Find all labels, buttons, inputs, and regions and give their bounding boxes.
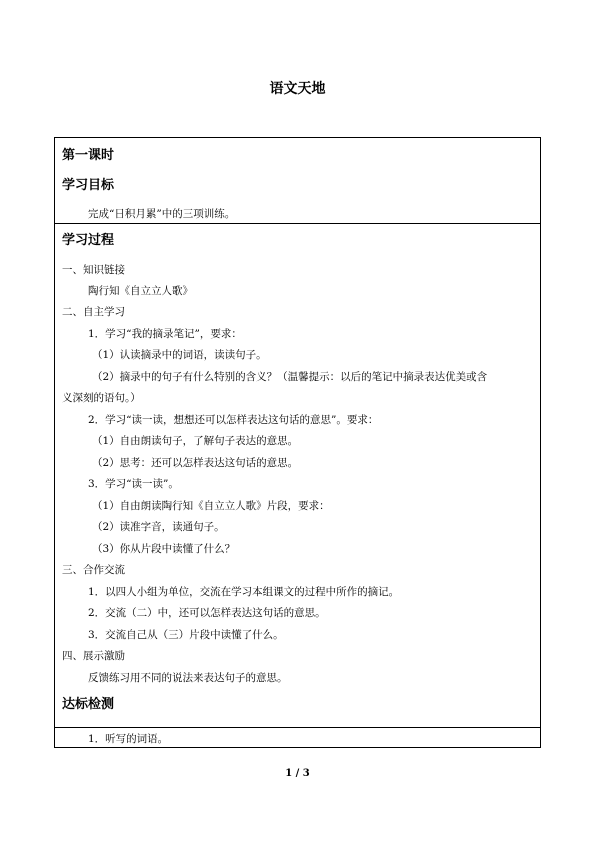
section-title: 三、合作交流 xyxy=(62,564,125,576)
assessment-heading: 达标检测 xyxy=(62,697,115,712)
list-item: 反馈练习用不同的说法来表达句子的意思。 xyxy=(88,672,288,684)
list-item: （1）认读摘录中的词语，读读句子。 xyxy=(92,349,267,361)
list-item: 1．学习“我的摘录笔记”，要求： xyxy=(88,328,242,340)
list-item: 2．学习“读一读，想想还可以怎样表达这句话的意思”。要求： xyxy=(88,414,379,426)
page-number: 1 / 3 xyxy=(285,768,310,779)
lesson-table xyxy=(54,137,541,748)
learning-process-heading: 学习过程 xyxy=(62,233,115,248)
list-item: 义深刻的语句。） xyxy=(62,392,141,404)
list-item: 3．交流自己从（三）片段中读懂了什么。 xyxy=(88,629,284,641)
section-title: 一、知识链接 xyxy=(62,264,125,276)
list-item: （2）摘录中的句子有什么特别的含义？（温馨提示：以后的笔记中摘录表达优美或含 xyxy=(92,371,488,383)
list-item: 陶行知《自立立人歌》 xyxy=(88,285,193,297)
row-divider xyxy=(55,727,540,728)
page-title: 语文天地 xyxy=(269,81,326,97)
learning-goals-heading: 学习目标 xyxy=(62,178,115,193)
section-title: 四、展示激励 xyxy=(62,650,125,662)
list-item: 1．听写的词语。 xyxy=(88,733,169,745)
learning-goal-text: 完成“日积月累”中的三项训练。 xyxy=(88,208,236,220)
list-item: 1．以四人小组为单位，交流在学习本组课文的过程中所作的摘记。 xyxy=(88,586,400,598)
section-title: 二、自主学习 xyxy=(62,306,125,318)
lesson-period-heading: 第一课时 xyxy=(62,148,115,163)
row-divider xyxy=(55,223,540,224)
list-item: （2）思考：还可以怎样表达这句话的意思。 xyxy=(92,457,299,469)
list-item: （3）你从片段中读懂了什么？ xyxy=(92,543,236,555)
list-item: 2．交流（二）中，还可以怎样表达这句话的意思。 xyxy=(88,607,326,619)
list-item: （1）自由朗读句子，了解句子表达的意思。 xyxy=(92,435,299,447)
list-item: 3．学习“读一读”。 xyxy=(88,478,179,490)
list-item: （2）读准字音，读通句子。 xyxy=(92,521,225,533)
list-item: （1）自由朗读陶行知《自立立人歌》片段，要求： xyxy=(92,500,330,512)
